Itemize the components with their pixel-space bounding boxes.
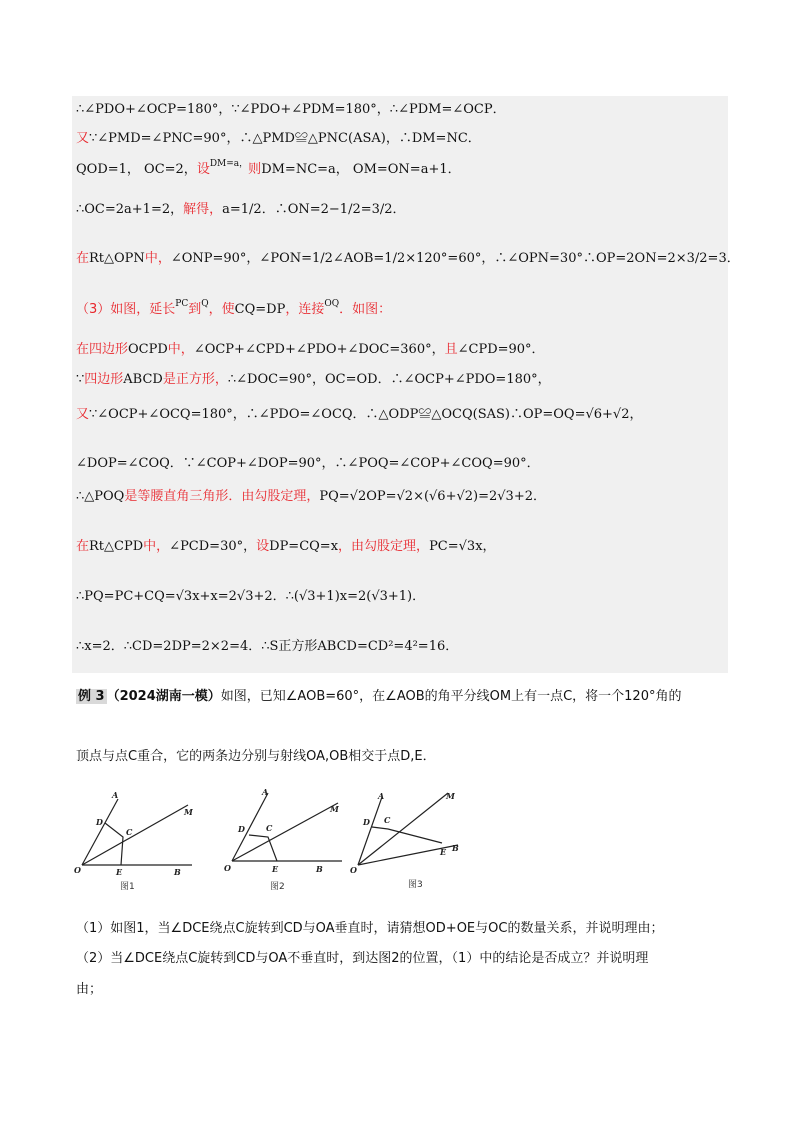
fig3-label-d: D xyxy=(363,817,370,827)
solution-line-6: （3）如图，延长$^{PC}$到$^Q$，使CQ=DP，连接$^{OQ}$．如图： xyxy=(76,299,392,317)
fig1-label-c: C xyxy=(126,827,133,837)
question-2-line-1: （2）当∠DCE绕点C旋转到CD与OA不垂直时，到达图2的位置，（1）中的结论是否成立？并说明理 xyxy=(76,951,649,966)
fig2-label-c: C xyxy=(266,823,273,833)
fig3-label-e: E xyxy=(440,847,447,857)
fig1-label-e: E xyxy=(116,867,123,877)
fig2-label-o: O xyxy=(224,863,231,873)
fig3-label-a: A xyxy=(378,791,385,801)
solution-line-14: ∴x=2．∴CD=2DP=2×2=4．∴S正方形ABCD=CD²=4²=16． xyxy=(76,639,459,654)
fig1-label-d: D xyxy=(96,817,103,827)
solution-line-2: 又∵∠PMD=∠PNC=90°，∴△PMD≌△PNC(ASA)，∴DM=NC． xyxy=(76,131,481,146)
solution-line-11: ∴△POQ是等腰直角三角形．由勾股定理，PQ=√2OP=√2×(√6+√2)=2√3+2． xyxy=(76,489,546,504)
example-source: （2024湖南一模） xyxy=(106,689,221,704)
solution-line-9: 又∵∠OCP+∠OCQ=180°，∴∠PDO=∠OCQ．∴△ODP≌△OCQ(SAS)∴OP=OQ=√6+√2， xyxy=(76,407,643,422)
fig1-label-m: M xyxy=(184,807,193,817)
example-line-1: 如图，已知∠AOB=60°，在∠AOB的角平分线OM上有一点C，将一个120°角的 xyxy=(220,689,682,704)
fig2-label-b: B xyxy=(316,864,323,874)
solution-line-10: ∠DOP=∠COQ．∵∠COP+∠DOP=90°，∴∠POQ=∠COP+∠COQ=90°． xyxy=(76,456,540,471)
solution-line-1: ∴∠PDO+∠OCP=180°，∵∠PDO+∠PDM=180°，∴∠PDM=∠OCP． xyxy=(76,102,506,117)
fig1-label-o: O xyxy=(74,865,81,875)
example-tag: 例 3 xyxy=(78,689,105,704)
fig3-label-b: B xyxy=(452,843,459,853)
figure-2 xyxy=(222,785,352,895)
example-heading xyxy=(76,685,681,704)
fig3-label-c: C xyxy=(384,815,391,825)
solution-line-4: ∴OC=2a+1=2，解得，a=1/2．∴ON=2−1/2=3/2． xyxy=(76,202,406,217)
fig3-caption: 图3 xyxy=(408,880,423,890)
fig1-label-b: B xyxy=(174,867,181,877)
solution-line-13: ∴PQ=PC+CQ=√3x+x=2√3+2．∴(√3+1)x=2(√3+1)． xyxy=(76,589,426,604)
fig3-label-m: M xyxy=(446,791,455,801)
fig1-caption: 图1 xyxy=(120,882,135,892)
question-2-line-2: 由； xyxy=(76,982,103,997)
fig2-label-m: M xyxy=(330,804,339,814)
fig1-label-a: A xyxy=(112,790,119,800)
solution-line-3: QOD=1， OC=2，设$^{DM=a,}$则DM=NC=a， OM=ON=a+1． xyxy=(76,159,461,177)
figure-3 xyxy=(348,785,478,895)
solution-line-7: 在四边形OCPD中，∠OCP+∠CPD+∠PDO+∠DOC=360°，且∠CPD=90°． xyxy=(76,342,545,357)
fig3-label-o: O xyxy=(350,865,357,875)
fig2-label-d: D xyxy=(238,824,245,834)
solution-line-8: ∵四边形ABCD是正方形，∴∠DOC=90°，OC=OD．∴∠OCP+∠PDO=180°， xyxy=(76,372,551,387)
solution-line-5: 在Rt△OPN中，∠ONP=90°，∠PON=1/2∠AOB=1/2×120°=60°，∴∠OPN=30°∴OP=2ON=2×3/2=3． xyxy=(76,251,740,266)
question-1: （1）如图1，当∠DCE绕点C旋转到CD与OA垂直时，请猜想OD+OE与OC的数量关系，并说明理由； xyxy=(76,921,664,936)
figure-1 xyxy=(72,785,202,895)
example-line-2: 顶点与点C重合，它的两条边分别与射线OA,OB相交于点D,E． xyxy=(76,749,436,764)
fig2-label-e: E xyxy=(272,864,279,874)
fig2-caption: 图2 xyxy=(270,882,285,892)
fig2-label-a: A xyxy=(262,787,269,797)
solution-line-12: 在Rt△CPD中，∠PCD=30°，设DP=CQ=x，由勾股定理，PC=√3x， xyxy=(76,539,496,554)
